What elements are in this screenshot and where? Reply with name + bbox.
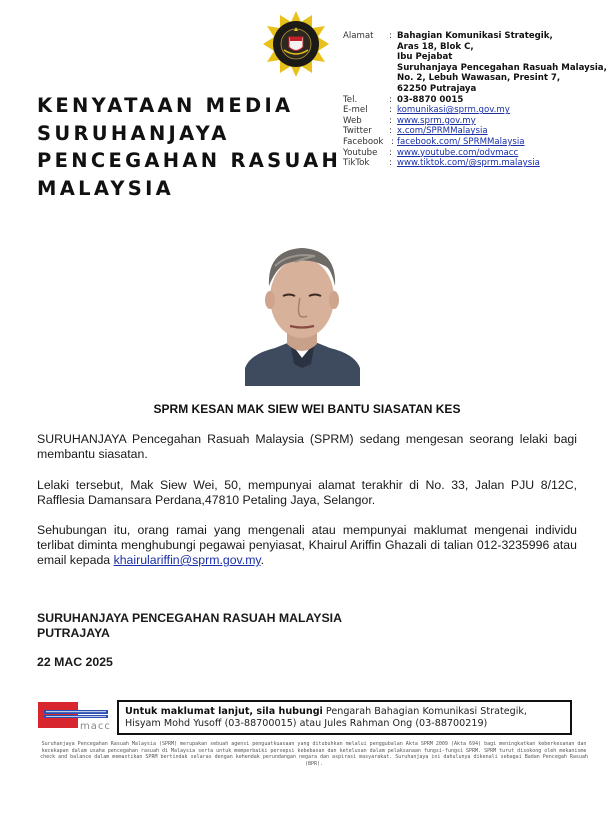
address-line: Bahagian Komunikasi Strategik, bbox=[397, 31, 553, 41]
signature-org: SURUHANJAYA PENCEGAHAN RASUAH MALAYSIA bbox=[37, 611, 342, 625]
contact-row-twitter: Twitter : x.com/SPRMMalaysia bbox=[343, 126, 488, 137]
further-info-heading: Untuk maklumat lanjut, sila hubungi bbox=[125, 706, 323, 717]
person-photo bbox=[245, 236, 360, 386]
address-line: Ibu Pejabat bbox=[397, 52, 453, 63]
contact-row-tel: Tel. : 03-8870 0015 bbox=[343, 95, 611, 106]
further-info-text: Pengarah Bahagian Komunikasi Strategik, Hisyam Mohd Yusoff (03-88700015) atau Jules Rahman Ong (03-88700219) bbox=[125, 706, 527, 729]
contact-row-email: E-mel : komunikasi@sprm.gov.my bbox=[343, 105, 510, 116]
macc-division-logo bbox=[38, 702, 114, 732]
sprm-emblem-icon bbox=[262, 10, 330, 78]
footer-fine-print: Suruhanjaya Pencegahan Rasuah Malaysia (SPRM) merupakan sebuah agensi penguatkuasaan yang ditubuhkan melalui penggubalan Akta SPRM 2009 (Akta 694) bagi meningkatkan keberkesanan dan kecekapan dalam usaha pencegahan rasuah di Malaysia serta untuk memperbaiki persepsi kebebasan dan ketelusan dalam pelaksanaan fungsi-fungsi SPRM. SPRM turut disokong oleh mekanisme check and balance dalam memastikan SPRM bertindak selaras dengan kehendak perundangan negara dan aspirasi masyarakat. Suruhanjaya ini dahulunya dikenali sebagai Badan Pencegah Rasuah (BPR). bbox=[40, 741, 588, 767]
contact-row-youtube: Youtube : www.youtube.com/odvmacc bbox=[343, 147, 519, 158]
facebook-link[interactable]: facebook.com/ SPRMMalaysia bbox=[397, 136, 525, 147]
youtube-link[interactable]: www.youtube.com/odvmacc bbox=[397, 147, 519, 158]
signature-place: PUTRAJAYA bbox=[37, 626, 110, 640]
release-date: 22 MAC 2025 bbox=[37, 655, 113, 669]
paragraph-2: Lelaki tersebut, Mak Siew Wei, 50, mempunyai alamat terakhir di No. 33, Jalan PJU 8/12C, Rafflesia Damansara Perdana,47810 Petaling Jaya, Selangor. bbox=[37, 478, 577, 507]
contact-row-tiktok: TikTok : www.tiktok.com/@sprm.malaysia bbox=[343, 158, 540, 169]
tiktok-link[interactable]: www.tiktok.com/@sprm.malaysia bbox=[397, 158, 540, 169]
address-label: Alamat bbox=[343, 31, 374, 41]
article-headline: SPRM KESAN MAK SIEW WEI BANTU SIASATAN KES bbox=[153, 402, 461, 416]
contact-row-web: Web : www.sprm.gov.my bbox=[343, 115, 476, 126]
investigator-email-link[interactable]: khairulariffin@sprm.gov.my bbox=[113, 553, 261, 567]
address-line: 62250 Putrajaya bbox=[397, 83, 477, 94]
web-link[interactable]: www.sprm.gov.my bbox=[397, 115, 476, 126]
address-line: Aras 18, Blok C, bbox=[397, 41, 474, 52]
email-link[interactable]: komunikasi@sprm.gov.my bbox=[397, 105, 510, 116]
contact-info: Alamat : Bahagian Komunikasi Strategik, Aras 18, Blok C, Ibu Pejabat Suruhanjaya Pencegahan Rasuah Malaysia, No. 2, Lebuh Wawasan, Presint 7, 62250 Putrajaya Tel. : 03-8870 0015 E-mel : komunikasi@sprm.gov.my Web : www.sprm.gov.my Twitter : x.com/SPRMMalaysia Facebook : facebook.com/ SPRMMalaysia Youtube : www.youtube.com/odvmacc TikTok : www.tiktok.com/@sprm.malaysia bbox=[343, 31, 611, 169]
macc-wordmark: macc bbox=[80, 721, 111, 732]
paragraph-1: SURUHANJAYA Pencegahan Rasuah Malaysia (SPRM) sedang mengesan seorang lelaki bagi membantu siasatan. bbox=[37, 432, 577, 461]
contact-row-facebook: Facebook : facebook.com/ SPRMMalaysia bbox=[343, 136, 525, 147]
further-info-box bbox=[117, 700, 572, 735]
address-line: Suruhanjaya Pencegahan Rasuah Malaysia, bbox=[397, 62, 607, 73]
address-line: No. 2, Lebuh Wawasan, Presint 7, bbox=[397, 73, 561, 84]
paragraph-3: Sehubungan itu, orang ramai yang mengenali atau mempunyai maklumat mengenai individu terlibat diminta menghubungi pegawai penyiasat, Khairul Ariffin Ghazali di talian 012-3235996 atau email kepada khairulariffin@sprm.gov.my. bbox=[37, 523, 577, 567]
document-title: KENYATAAN MEDIA SURUHANJAYA PENCEGAHAN RASUAH MALAYSIA bbox=[37, 94, 342, 200]
tel-value: 03-8870 0015 bbox=[397, 94, 464, 105]
twitter-link[interactable]: x.com/SPRMMalaysia bbox=[397, 126, 488, 137]
